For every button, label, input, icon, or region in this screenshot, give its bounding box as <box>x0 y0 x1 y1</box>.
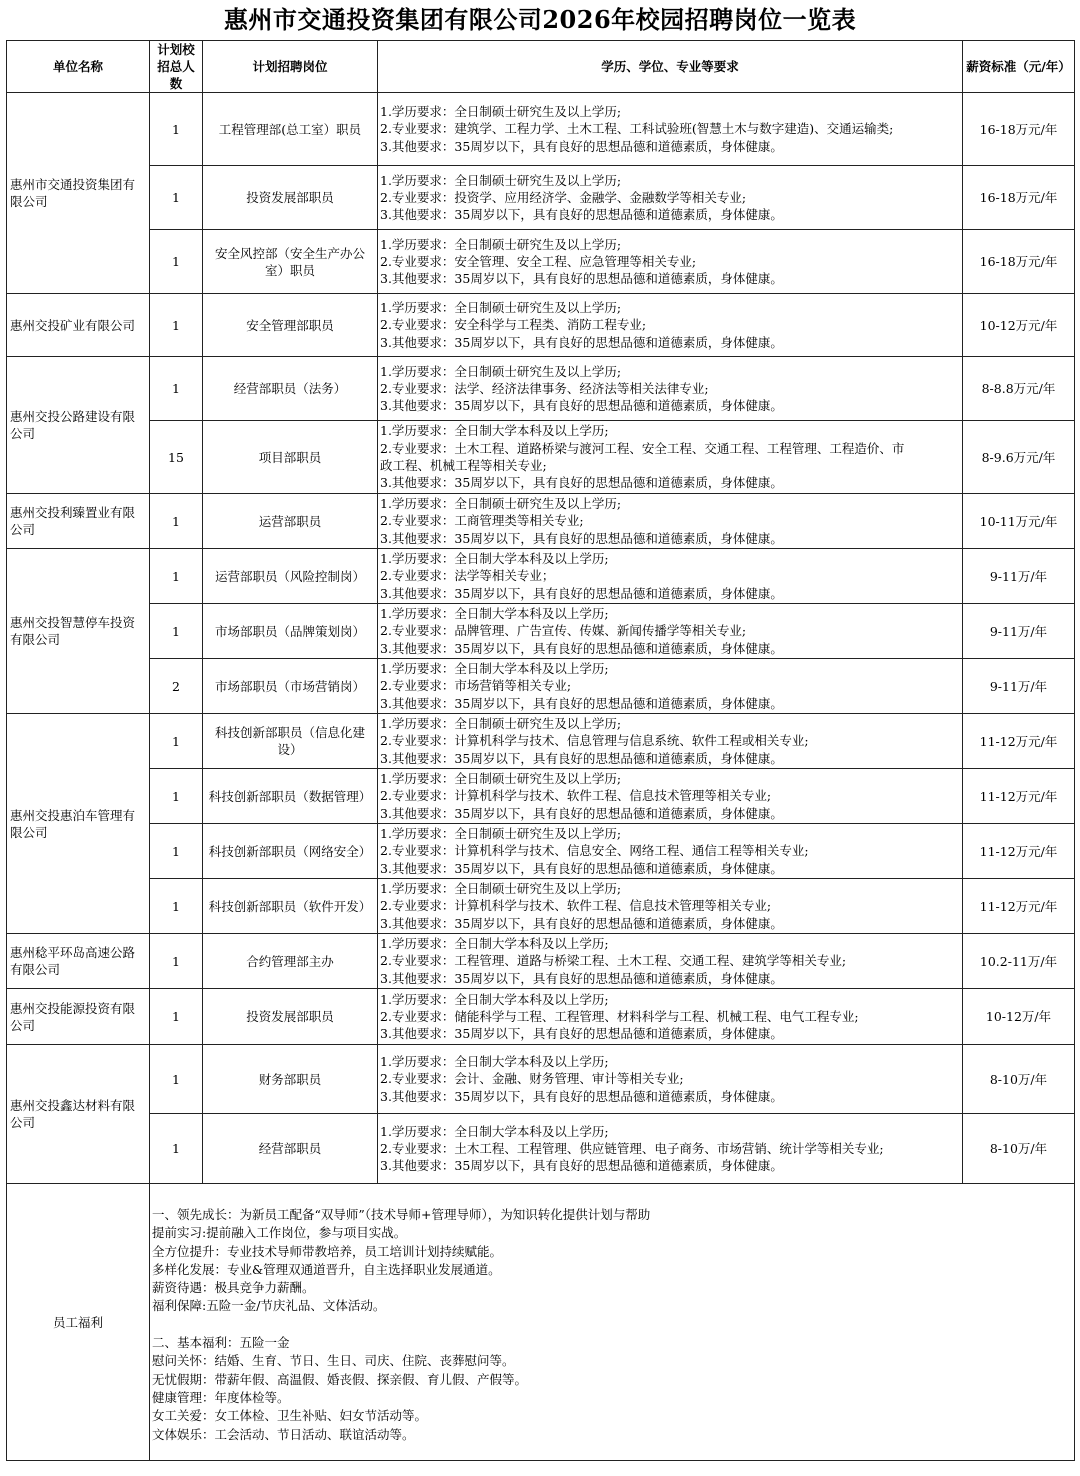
requirement-line: 3.其他要求：35周岁以下，具有良好的思想品德和道德素质，身体健康。 <box>380 750 783 766</box>
benefit-line: 慰问关怀：结婚、生育、节日、生日、司庆、住院、丧葬慰问等。 <box>152 1353 515 1369</box>
benefit-line: 薪资待遇：极具竞争力薪酬。 <box>152 1280 315 1296</box>
unit-name-cell: 惠州市交通投资集团有限公司 <box>7 93 150 294</box>
salary-cell: 8-9.6万元/年 <box>963 421 1075 494</box>
requirement-line: 3.其他要求：35周岁以下，具有良好的思想品德和道德素质，身体健康。 <box>380 1026 783 1042</box>
requirement-line: 1.学历要求：全日制硕士研究生及以上学历; <box>380 300 622 316</box>
table-row <box>7 93 1075 166</box>
requirements-cell <box>378 714 963 769</box>
table-row <box>7 421 1075 494</box>
requirement-line: 3.其他要求：35周岁以下，具有良好的思想品德和道德素质，身体健康。 <box>380 271 783 287</box>
table-row <box>7 659 1075 714</box>
table-row <box>7 549 1075 604</box>
requirement-line: 1.学历要求：全日制硕士研究生及以上学历; <box>380 496 622 512</box>
position-cell: 科技创新部职员（数据管理） <box>203 769 378 824</box>
position-cell: 科技创新部职员（网络安全） <box>203 824 378 879</box>
requirements-cell <box>378 824 963 879</box>
benefit-line: 女工关爱：女工体检、卫生补贴、妇女节活动等。 <box>152 1408 428 1424</box>
salary-cell: 11-12万元/年 <box>963 714 1075 769</box>
position-cell: 经营部职员（法务） <box>203 357 378 421</box>
requirement-line: 1.学历要求：全日制大学本科及以上学历; <box>380 936 609 952</box>
header-requirements: 学历、学位、专业等要求 <box>378 41 963 93</box>
benefit-line: 福利保障:五险一金/节庆礼品、文体活动。 <box>152 1298 386 1314</box>
headcount-cell: 1 <box>150 824 203 879</box>
requirement-line: 1.学历要求：全日制硕士研究生及以上学历; <box>380 881 622 897</box>
requirement-line: 3.其他要求：35周岁以下，具有良好的思想品德和道德素质，身体健康。 <box>380 334 783 350</box>
requirement-line: 2.专业要求：计算机科学与技术、信息管理与信息系统、软件工程或相关专业; <box>380 733 809 749</box>
requirements-cell <box>378 769 963 824</box>
table-row <box>7 714 1075 769</box>
headcount-cell: 1 <box>150 714 203 769</box>
header-row <box>7 41 1075 93</box>
requirement-line: 3.其他要求：35周岁以下，具有良好的思想品德和道德素质，身体健康。 <box>380 207 783 223</box>
unit-name-cell: 惠州交投鑫达材料有限公司 <box>7 1045 150 1184</box>
requirements-cell <box>378 934 963 989</box>
requirement-line: 2.专业要求：工商管理类等相关专业; <box>380 513 584 529</box>
salary-cell: 8-8.8万元/年 <box>963 357 1075 421</box>
position-cell: 市场部职员（市场营销岗） <box>203 659 378 714</box>
benefit-line: 无忧假期：带薪年假、高温假、婚丧假、探亲假、育儿假、产假等。 <box>152 1371 528 1387</box>
table-row <box>7 934 1075 989</box>
position-cell: 投资发展部职员 <box>203 989 378 1045</box>
requirement-line: 3.其他要求：35周岁以下，具有良好的思想品德和道德素质，身体健康。 <box>380 1158 783 1174</box>
headcount-cell: 1 <box>150 93 203 166</box>
table-row <box>7 1045 1075 1114</box>
salary-cell: 9-11万/年 <box>963 604 1075 659</box>
requirement-line: 3.其他要求：35周岁以下，具有良好的思想品德和道德素质，身体健康。 <box>380 475 783 491</box>
benefit-line: 文体娱乐：工会活动、节日活动、联谊活动等。 <box>152 1426 415 1442</box>
benefits-content <box>150 1184 1075 1461</box>
requirement-line: 1.学历要求：全日制硕士研究生及以上学历; <box>380 826 622 842</box>
requirements-cell <box>378 1114 963 1184</box>
benefits-label: 员工福利 <box>7 1184 150 1461</box>
requirement-line: 2.专业要求：工程管理、道路与桥梁工程、土木工程、交通工程、建筑学等相关专业; <box>380 953 847 969</box>
table-row <box>7 879 1075 934</box>
headcount-cell: 1 <box>150 1045 203 1114</box>
position-cell: 工程管理部(总工室）职员 <box>203 93 378 166</box>
benefits-row <box>7 1184 1075 1461</box>
benefit-line: 全方位提升：专业技术导师带教培养，员工培训计划持续赋能。 <box>152 1243 503 1259</box>
requirement-line: 2.专业要求：计算机科学与技术、软件工程、信息技术管理等相关专业; <box>380 788 772 804</box>
requirements-cell <box>378 604 963 659</box>
salary-cell: 16-18万元/年 <box>963 93 1075 166</box>
requirements-cell <box>378 659 963 714</box>
requirement-line: 2.专业要求：安全管理、安全工程、应急管理等相关专业; <box>380 253 697 269</box>
headcount-cell: 1 <box>150 769 203 824</box>
requirements-cell <box>378 494 963 549</box>
requirement-line: 2.专业要求：会计、金融、财务管理、审计等相关专业; <box>380 1071 684 1087</box>
headcount-cell: 1 <box>150 549 203 604</box>
table-row <box>7 294 1075 357</box>
requirement-line: 2.专业要求：计算机科学与技术、软件工程、信息技术管理等相关专业; <box>380 898 772 914</box>
requirement-line: 1.学历要求：全日制大学本科及以上学历; <box>380 661 609 677</box>
requirement-line: 1.学历要求：全日制大学本科及以上学历; <box>380 551 609 567</box>
requirement-line: 1.学历要求：全日制大学本科及以上学历; <box>380 1123 609 1139</box>
headcount-cell: 1 <box>150 989 203 1045</box>
headcount-cell: 15 <box>150 421 203 494</box>
requirement-line: 2.专业要求：投资学、应用经济学、金融学、金融数学等相关专业; <box>380 189 747 205</box>
headcount-cell: 1 <box>150 604 203 659</box>
position-cell: 合约管理部主办 <box>203 934 378 989</box>
position-cell: 运营部职员（风险控制岗） <box>203 549 378 604</box>
headcount-cell: 1 <box>150 357 203 421</box>
table-row <box>7 989 1075 1045</box>
table-row <box>7 166 1075 230</box>
requirement-line: 1.学历要求：全日制硕士研究生及以上学历; <box>380 771 622 787</box>
unit-name-cell: 惠州交投矿业有限公司 <box>7 294 150 357</box>
headcount-cell: 1 <box>150 166 203 230</box>
requirement-line: 政工程、机械工程等相关专业; <box>380 458 547 473</box>
requirements-cell <box>378 166 963 230</box>
requirement-line: 2.专业要求：计算机科学与技术、信息安全、网络工程、通信工程等相关专业; <box>380 843 809 859</box>
requirement-line: 2.专业要求：土木工程、工程管理、供应链管理、电子商务、市场营销、统计学等相关专业; <box>380 1140 884 1156</box>
table-row <box>7 769 1075 824</box>
requirement-line: 2.专业要求：品牌管理、广告宣传、传媒、新闻传播学等相关专业; <box>380 623 747 639</box>
salary-cell: 9-11万/年 <box>963 659 1075 714</box>
requirement-line: 2.专业要求：土木工程、道路桥梁与渡河工程、安全工程、交通工程、工程管理、工程造价、市 <box>380 440 905 456</box>
requirement-line: 1.学历要求：全日制硕士研究生及以上学历; <box>380 363 622 379</box>
salary-cell: 9-11万/年 <box>963 549 1075 604</box>
table-row <box>7 604 1075 659</box>
requirement-line: 1.学历要求：全日制大学本科及以上学历; <box>380 1054 609 1070</box>
headcount-cell: 1 <box>150 934 203 989</box>
salary-cell: 16-18万元/年 <box>963 166 1075 230</box>
salary-cell: 8-10万/年 <box>963 1114 1075 1184</box>
salary-cell: 11-12万元/年 <box>963 769 1075 824</box>
position-cell: 项目部职员 <box>203 421 378 494</box>
table-row <box>7 494 1075 549</box>
headcount-cell: 1 <box>150 230 203 294</box>
requirement-line: 3.其他要求：35周岁以下，具有良好的思想品德和道德素质，身体健康。 <box>380 915 783 931</box>
header-salary: 薪资标准（元/年） <box>963 41 1075 93</box>
unit-name-cell: 惠州交投智慧停车投资有限公司 <box>7 549 150 714</box>
position-cell: 安全风控部（安全生产办公室）职员 <box>203 230 378 294</box>
position-cell: 运营部职员 <box>203 494 378 549</box>
requirements-cell <box>378 230 963 294</box>
salary-cell: 10-12万/年 <box>963 989 1075 1045</box>
requirement-line: 3.其他要求：35周岁以下，具有良好的思想品德和道德素质，身体健康。 <box>380 860 783 876</box>
header-unit: 单位名称 <box>7 41 150 93</box>
position-cell: 安全管理部职员 <box>203 294 378 357</box>
table-row <box>7 357 1075 421</box>
salary-cell: 10.2-11万/年 <box>963 934 1075 989</box>
position-cell: 财务部职员 <box>203 1045 378 1114</box>
position-cell: 经营部职员 <box>203 1114 378 1184</box>
unit-name-cell: 惠州交投公路建设有限公司 <box>7 357 150 494</box>
benefit-line: 二、基本福利：五险一金 <box>152 1335 290 1351</box>
recruitment-table <box>6 40 1075 1461</box>
table-row <box>7 230 1075 294</box>
benefit-line: 提前实习:提前融入工作岗位，参与项目实战。 <box>152 1225 407 1241</box>
headcount-cell: 2 <box>150 659 203 714</box>
headcount-cell: 1 <box>150 879 203 934</box>
headcount-cell: 1 <box>150 494 203 549</box>
requirements-cell <box>378 1045 963 1114</box>
requirements-cell <box>378 421 963 494</box>
position-cell: 科技创新部职员（信息化建设） <box>203 714 378 769</box>
requirement-line: 3.其他要求：35周岁以下，具有良好的思想品德和道德素质，身体健康。 <box>380 1088 783 1104</box>
requirement-line: 1.学历要求：全日制硕士研究生及以上学历; <box>380 172 622 188</box>
unit-name-cell: 惠州交投能源投资有限公司 <box>7 989 150 1045</box>
salary-cell: 10-11万元/年 <box>963 494 1075 549</box>
requirement-line: 1.学历要求：全日制硕士研究生及以上学历; <box>380 236 622 252</box>
requirement-line: 1.学历要求：全日制硕士研究生及以上学历; <box>380 104 622 120</box>
requirement-line: 3.其他要求：35周岁以下，具有良好的思想品德和道德素质，身体健康。 <box>380 695 783 711</box>
unit-name-cell: 惠州交投惠泊车管理有限公司 <box>7 714 150 934</box>
unit-name-cell: 惠州稔平环岛高速公路有限公司 <box>7 934 150 989</box>
salary-cell: 10-12万元/年 <box>963 294 1075 357</box>
page-title: 惠州市交通投资集团有限公司2026年校园招聘岗位一览表 <box>223 5 857 34</box>
requirement-line: 2.专业要求：市场营销等相关专业; <box>380 678 572 694</box>
requirement-line: 3.其他要求：35周岁以下，具有良好的思想品德和道德素质，身体健康。 <box>380 640 783 656</box>
position-cell: 投资发展部职员 <box>203 166 378 230</box>
requirement-line: 1.学历要求：全日制大学本科及以上学历; <box>380 991 609 1007</box>
position-cell: 科技创新部职员（软件开发） <box>203 879 378 934</box>
requirement-line: 2.专业要求：法学、经济法律事务、经济法等相关法律专业; <box>380 380 709 396</box>
salary-cell: 11-12万元/年 <box>963 879 1075 934</box>
requirements-cell <box>378 294 963 357</box>
salary-cell: 16-18万元/年 <box>963 230 1075 294</box>
header-position: 计划招聘岗位 <box>203 41 378 93</box>
requirement-line: 2.专业要求：安全科学与工程类、消防工程专业; <box>380 317 647 333</box>
benefit-line: 健康管理：年度体检等。 <box>152 1389 290 1405</box>
requirement-line: 3.其他要求：35周岁以下，具有良好的思想品德和道德素质，身体健康。 <box>380 805 783 821</box>
header-count: 计划校招总人数 <box>150 41 203 93</box>
headcount-cell: 1 <box>150 1114 203 1184</box>
requirement-line: 3.其他要求：35周岁以下，具有良好的思想品德和道德素质，身体健康。 <box>380 585 783 601</box>
requirements-cell <box>378 879 963 934</box>
requirements-cell <box>378 357 963 421</box>
requirement-line: 1.学历要求：全日制硕士研究生及以上学历; <box>380 716 622 732</box>
requirement-line: 3.其他要求：35周岁以下，具有良好的思想品德和道德素质，身体健康。 <box>380 398 783 414</box>
headcount-cell: 1 <box>150 294 203 357</box>
requirement-line: 1.学历要求：全日制大学本科及以上学历; <box>380 423 609 439</box>
salary-cell: 8-10万/年 <box>963 1045 1075 1114</box>
table-row <box>7 1114 1075 1184</box>
unit-name-cell: 惠州交投利臻置业有限公司 <box>7 494 150 549</box>
benefits-spacer <box>152 1316 1074 1334</box>
benefit-line: 一、领先成长：为新员工配备“双导师”（技术导师+管理导师），为知识转化提供计划与帮助 <box>152 1207 651 1222</box>
requirement-line: 2.专业要求：储能科学与工程、工程管理、材料科学与工程、机械工程、电气工程专业; <box>380 1008 859 1024</box>
requirement-line: 2.专业要求：建筑学、工程力学、土木工程、工科试验班(智慧土木与数字建造)、交通运输类; <box>380 121 894 137</box>
table-row <box>7 824 1075 879</box>
requirement-line: 3.其他要求：35周岁以下，具有良好的思想品德和道德素质，身体健康。 <box>380 530 783 546</box>
requirement-line: 3.其他要求：35周岁以下，具有良好的思想品德和道德素质，身体健康。 <box>380 970 783 986</box>
benefit-line: 多样化发展：专业&管理双通道晋升，自主选择职业发展通道。 <box>152 1261 501 1277</box>
requirement-line: 1.学历要求：全日制大学本科及以上学历; <box>380 606 609 622</box>
requirements-cell <box>378 989 963 1045</box>
position-cell: 市场部职员（品牌策划岗） <box>203 604 378 659</box>
requirement-line: 2.专业要求：法学等相关专业； <box>380 568 555 584</box>
requirements-cell <box>378 93 963 166</box>
requirement-line: 3.其他要求：35周岁以下，具有良好的思想品德和道德素质，身体健康。 <box>380 138 783 154</box>
requirements-cell <box>378 549 963 604</box>
salary-cell: 11-12万元/年 <box>963 824 1075 879</box>
